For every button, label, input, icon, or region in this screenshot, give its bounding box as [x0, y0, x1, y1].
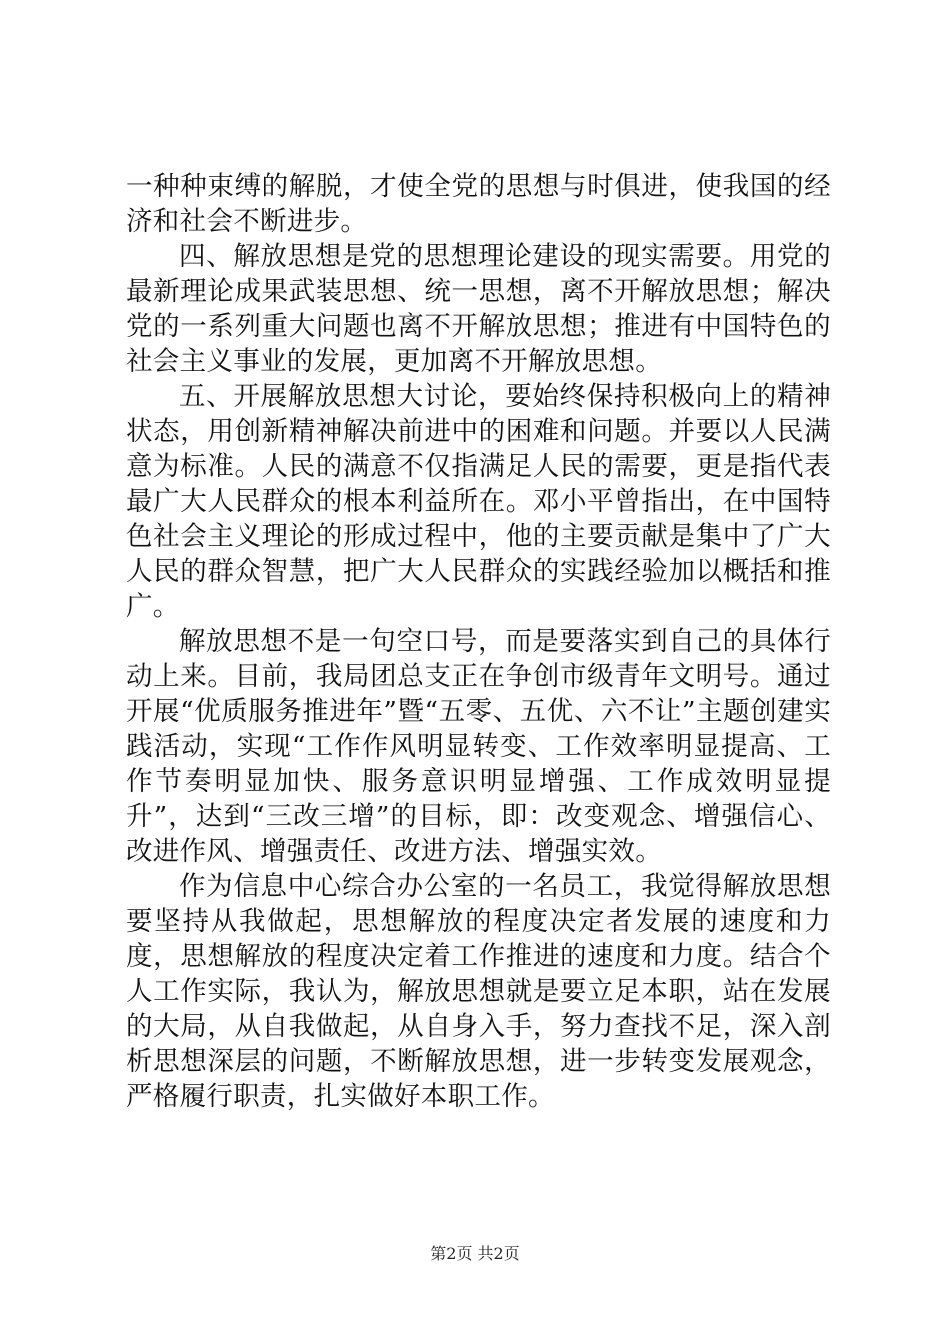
paragraph-2: 四、解放思想是党的思想理论建设的现实需要。用党的最新理论成果武装思想、统一思想，离不开解放思想；解决党的一系列重大问题也离不开解放思想；推进有中国特色的社会主义事业的发展，更加离不开解放思想。: [126, 241, 831, 377]
paragraph-3: 五、开展解放思想大讨论，要始终保持积极向上的精神状态，用创新精神解决前进中的困难和问题。并要以人民满意为标准。人民的满意不仅指满足人民的需要，更是指代表最广大人民群众的根本利益所在。邓小平曾指出，在中国特色社会主义理论的形成过程中，他的主要贡献是集中了广大人民的群众智慧，把广大人民群众的实践经验加以概括和推广。: [126, 381, 831, 622]
paragraph-5: 作为信息中心综合办公室的一名员工，我觉得解放思想要坚持从我做起，思想解放的程度决定者发展的速度和力度，思想解放的程度决定着工作推进的速度和力度。结合个人工作实际，我认为，解放思想就是要立足本职，站在发展的大局，从自我做起，从自身入手，努力查找不足，深入剖析思想深层的问题，不断解放思想，进一步转变发展观念，严格履行职责，扎实做好本职工作。: [126, 871, 831, 1112]
paragraph-4: 解放思想不是一句空口号，而是要落实到自己的具体行动上来。目前，我局团总支正在争创市级青年文明号。通过开展“优质服务推进年”暨“五零、五优、六不让”主题创建实践活动，实现“工作作风明显转变、工作效率明显提高、工作节奏明显加快、服务意识明显增强、工作成效明显提升”，达到“三改三增”的目标，即：改变观念、增强信心、改进作风、增强责任、改进方法、增强实效。: [126, 626, 831, 867]
document-body: [126, 169, 831, 1114]
paragraph-1: 一种种束缚的解脱，才使全党的思想与时俱进，使我国的经济和社会不断进步。: [126, 171, 831, 237]
page-number-footer: 第2页 共2页: [430, 1244, 520, 1263]
